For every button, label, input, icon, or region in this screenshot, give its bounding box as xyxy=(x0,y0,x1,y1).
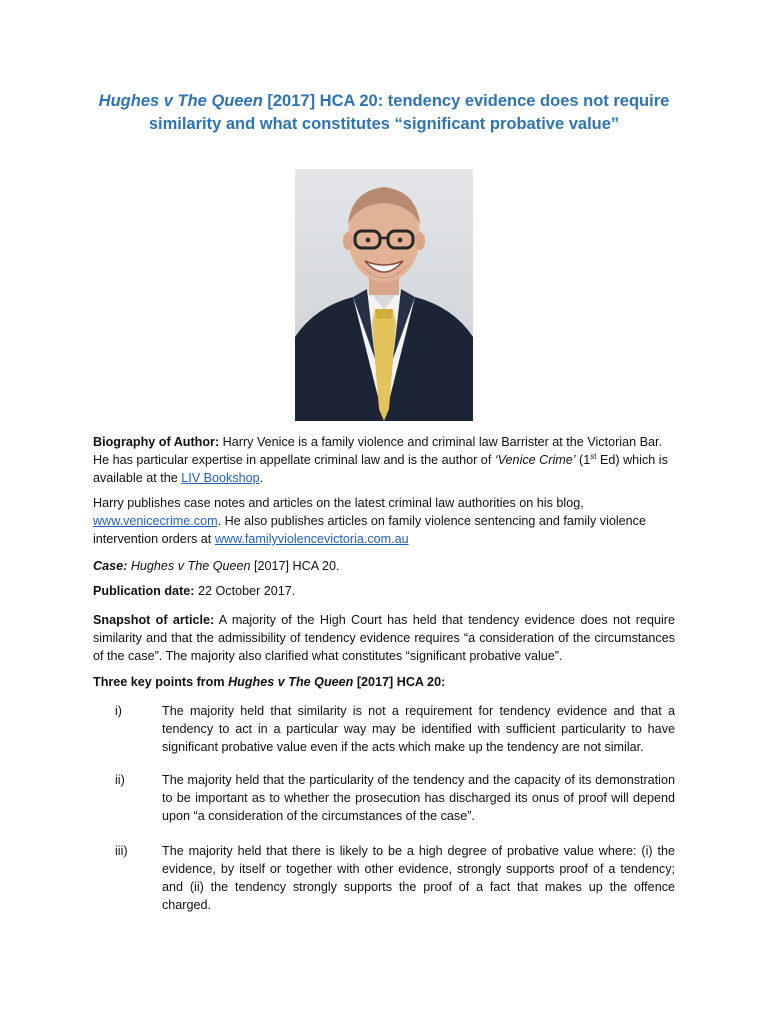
bio-label: Biography of Author: xyxy=(93,435,220,449)
author-photo xyxy=(295,169,473,421)
blog-text-2: . He also publishes articles on family violence sentencing and family violence intervention orders at xyxy=(93,514,646,546)
case-rest: [2017] HCA 20. xyxy=(250,559,340,573)
blog-text-1: Harry publishes case notes and articles on the latest criminal law authorities on his blog, xyxy=(93,496,584,510)
key-point-number: iii) xyxy=(115,844,128,858)
case-name: Hughes v The Queen xyxy=(130,559,251,573)
case-line xyxy=(93,557,675,575)
publication-value: 22 October 2017. xyxy=(194,584,296,598)
bio-edition-pre: (1 xyxy=(575,453,591,467)
venicecrime-link[interactable]: www.venicecrime.com xyxy=(93,514,218,528)
title-line2: similarity and what constitutes “significant probative value” xyxy=(148,115,620,133)
blog-paragraph xyxy=(93,494,675,548)
title-case-name: Hughes v The Queen xyxy=(98,92,263,110)
snapshot-label: Snapshot of article: xyxy=(93,613,215,627)
key-points-heading-post: [2017] HCA 20: xyxy=(353,675,446,689)
key-points-heading xyxy=(93,673,675,691)
author-biography xyxy=(93,433,675,487)
liv-bookshop-link[interactable]: LIV Bookshop xyxy=(181,471,260,485)
author-portrait-image xyxy=(295,169,473,421)
familyviolencevictoria-link[interactable]: www.familyviolencevictoria.com.au xyxy=(214,532,409,546)
snapshot-text: A majority of the High Court has held that tendency evidence does not require similarity and that the admissibility of tendency evidence requires “a consideration of the circumstances of the case”. The majority also clarified what constitutes “significant probative value”. xyxy=(93,613,675,663)
key-point-text: The majority held that similarity is not a requirement for tendency evidence and that a tendency to act in a particular way may be identified with sufficient particularity to have significant probative value even if the acts which make up the tendency are not similar. xyxy=(162,704,675,754)
key-point-text: The majority held that the particularity of the tendency and the capacity of its demonstration to be important as to whether the prosecution has discharged its onus of proof will depend upon “a consideration of the circumstances of the case”. xyxy=(162,773,675,823)
bio-text: Harry Venice is a family violence and criminal law Barrister at the Victorian Bar. He has particular expertise in appellate criminal law and is the author of xyxy=(93,435,662,467)
key-point-number: i) xyxy=(115,704,122,718)
publication-label: Publication date: xyxy=(93,584,195,598)
key-point-number: ii) xyxy=(115,773,125,787)
publication-date-line xyxy=(93,582,675,600)
title-line1-rest: [2017] HCA 20: tendency evidence does not require xyxy=(262,92,670,110)
key-points-heading-pre: Three key points from xyxy=(93,675,229,689)
bio-book-title: ‘Venice Crime’ xyxy=(494,453,576,467)
article-title xyxy=(92,90,676,136)
bio-edition-post: Ed) which is available at the xyxy=(93,453,668,485)
bio-edition-sup: st xyxy=(590,451,597,461)
key-points-heading-case: Hughes v The Queen xyxy=(228,675,354,689)
key-point-text: The majority held that there is likely to be a high degree of probative value where: (i) the evidence, by itself or together with other evidence, strongly supports proof of a tendency; and (ii) the tendency strongly supports the proof of a fact that makes up the offence charged. xyxy=(162,844,675,912)
case-label: Case: xyxy=(93,559,128,573)
snapshot-paragraph xyxy=(93,611,675,665)
bio-end: . xyxy=(259,471,264,485)
